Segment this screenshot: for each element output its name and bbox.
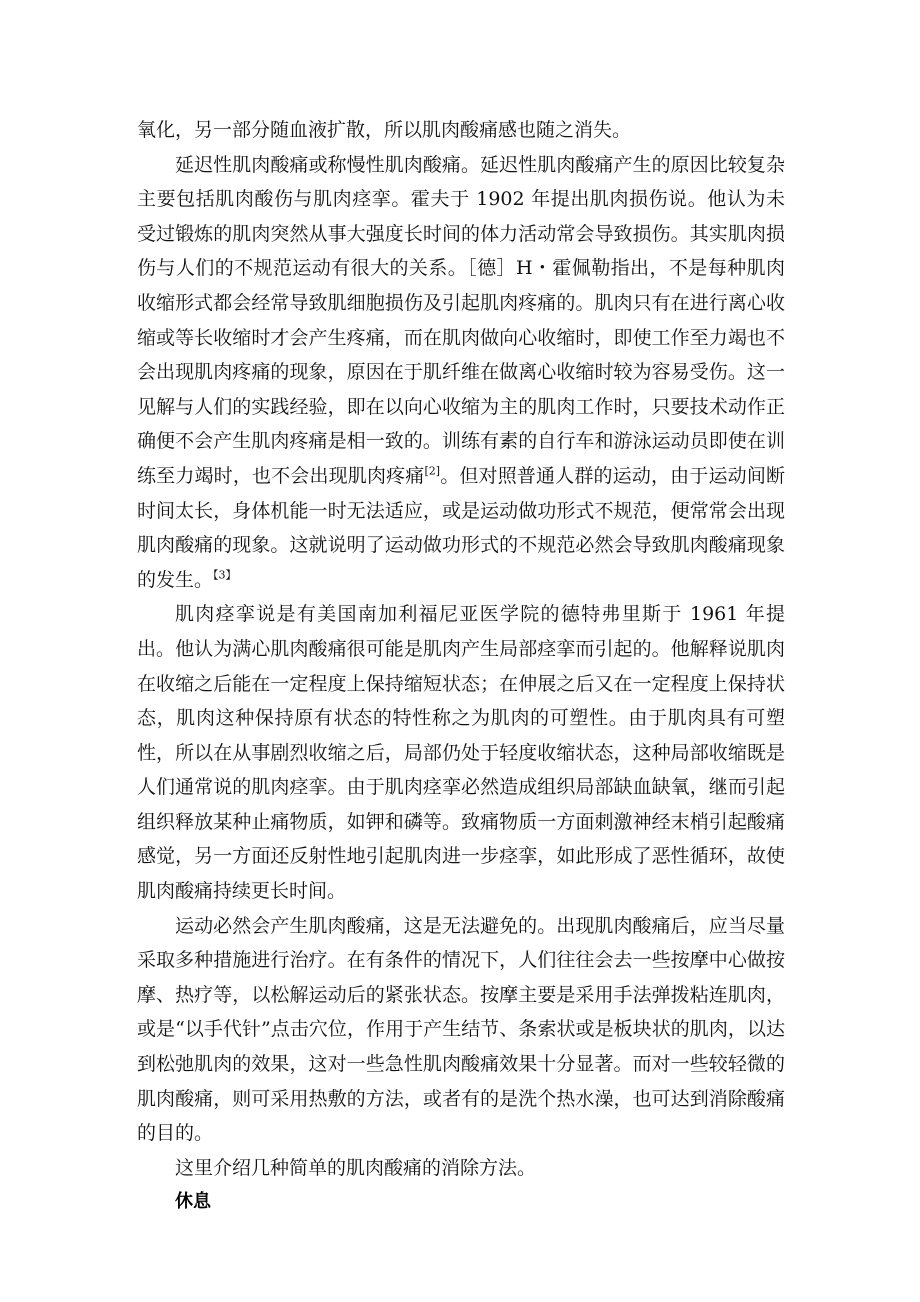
citation-3[interactable]: 【3】 xyxy=(213,568,237,582)
paragraph-spasm-theory: 肌肉痉挛说是有美国南加利福尼亚医学院的德特弗里斯于 1961 年提出。他认为满心肌肉酸痛很可能是肌肉产生局部痉挛而引起的。他解释说肌肉在收缩之后能在一定程度上保持缩短状态；在伸展之后又在一定程度上保持状态，肌肉这种保持原有状态的特性称之为肌肉的可塑性。由于肌肉具有可塑性，所以在从事剧烈收缩之后，局部仍处于轻度收缩状态，这种局部收缩既是人们通常说的肌肉痉挛。由于肌肉痉挛必然造成组织局部缺血缺氧，继而引起组织释放某种止痛物质，如钾和磷等。致痛物质一方面刺激神经末梢引起酸痛感觉，另一方面还反射性地引起肌肉进一步痉挛，如此形成了恶性循环，故使肌肉酸痛持续更长时间。 xyxy=(137,603,785,903)
paragraph-delayed-soreness-text-2: 。但对照普通人群的运动，由于运动间断时间太长，身体机能一时无法适应，或是运动做功形式不规范，便常常会出现肌肉酸痛的现象。这就说明了运动做功形式的不规范必然会导致肌肉酸痛现象的发生。 xyxy=(137,464,785,591)
paragraph-treatment: 运动必然会产生肌肉酸痛，这是无法避免的。出现肌肉酸痛后，应当尽量采取多种措施进行治疗。在有条件的情况下，人们往往会去一些按摩中心做按摩、热疗等，以松解运动后的紧张状态。按摩主要是采用手法弹拨粘连肌肉，或是“以手代针”点击穴位，作用于产生结节、条索状或是板块状的肌肉，以达到松弛肌肉的效果，这对一些急性肌肉酸痛效果十分显著。而对一些较轻微的肌肉酸痛，则可采用热敷的方法，或者有的是洗个热水澡，也可达到消除酸痛的目的。 xyxy=(137,914,785,1145)
section-heading-rest: 休息 xyxy=(175,1191,211,1213)
paragraph-oxidation: 氧化，另一部分随血液扩散，所以肌肉酸痛感也随之消失。 xyxy=(137,119,632,141)
citation-2[interactable]: [2] xyxy=(424,464,441,478)
paragraph-delayed-soreness xyxy=(137,148,785,598)
document-body xyxy=(137,113,785,1220)
paragraph-methods-intro: 这里介绍几种简单的肌肉酸痛的消除方法。 xyxy=(175,1156,537,1179)
paragraph-delayed-soreness-text-1: 延迟性肌肉酸痛或称慢性肌肉酸痛。延迟性肌肉酸痛产生的原因比较复杂主要包括肌肉酸伤与肌肉痉挛。霍夫于 1902 年提出肌肉损伤说。他认为未受过锻炼的肌肉突然从事大强度长时间的体力活动常会导致损伤。其实肌肉损伤与人们的不规范运动有很大的关系。［德］H・霍佩勒指出，不是每种肌肉收缩形式都会经常导致肌细胞损伤及引起肌肉疼痛的。肌肉只有在进行离心收缩或等长收缩时才会产生疼痛，而在肌肉做向心收缩时，即使工作至力竭也不会出现肌肉疼痛的现象，原因在于肌纤维在做离心收缩时较为容易受伤。这一见解与人们的实践经验，即在以向心收缩为主的肌肉工作时，只要技术动作正确便不会产生肌肉疼痛是相一致的。训练有素的自行车和游泳运动员即使在训练至力竭时，也不会出现肌肉疼痛 xyxy=(137,153,785,487)
